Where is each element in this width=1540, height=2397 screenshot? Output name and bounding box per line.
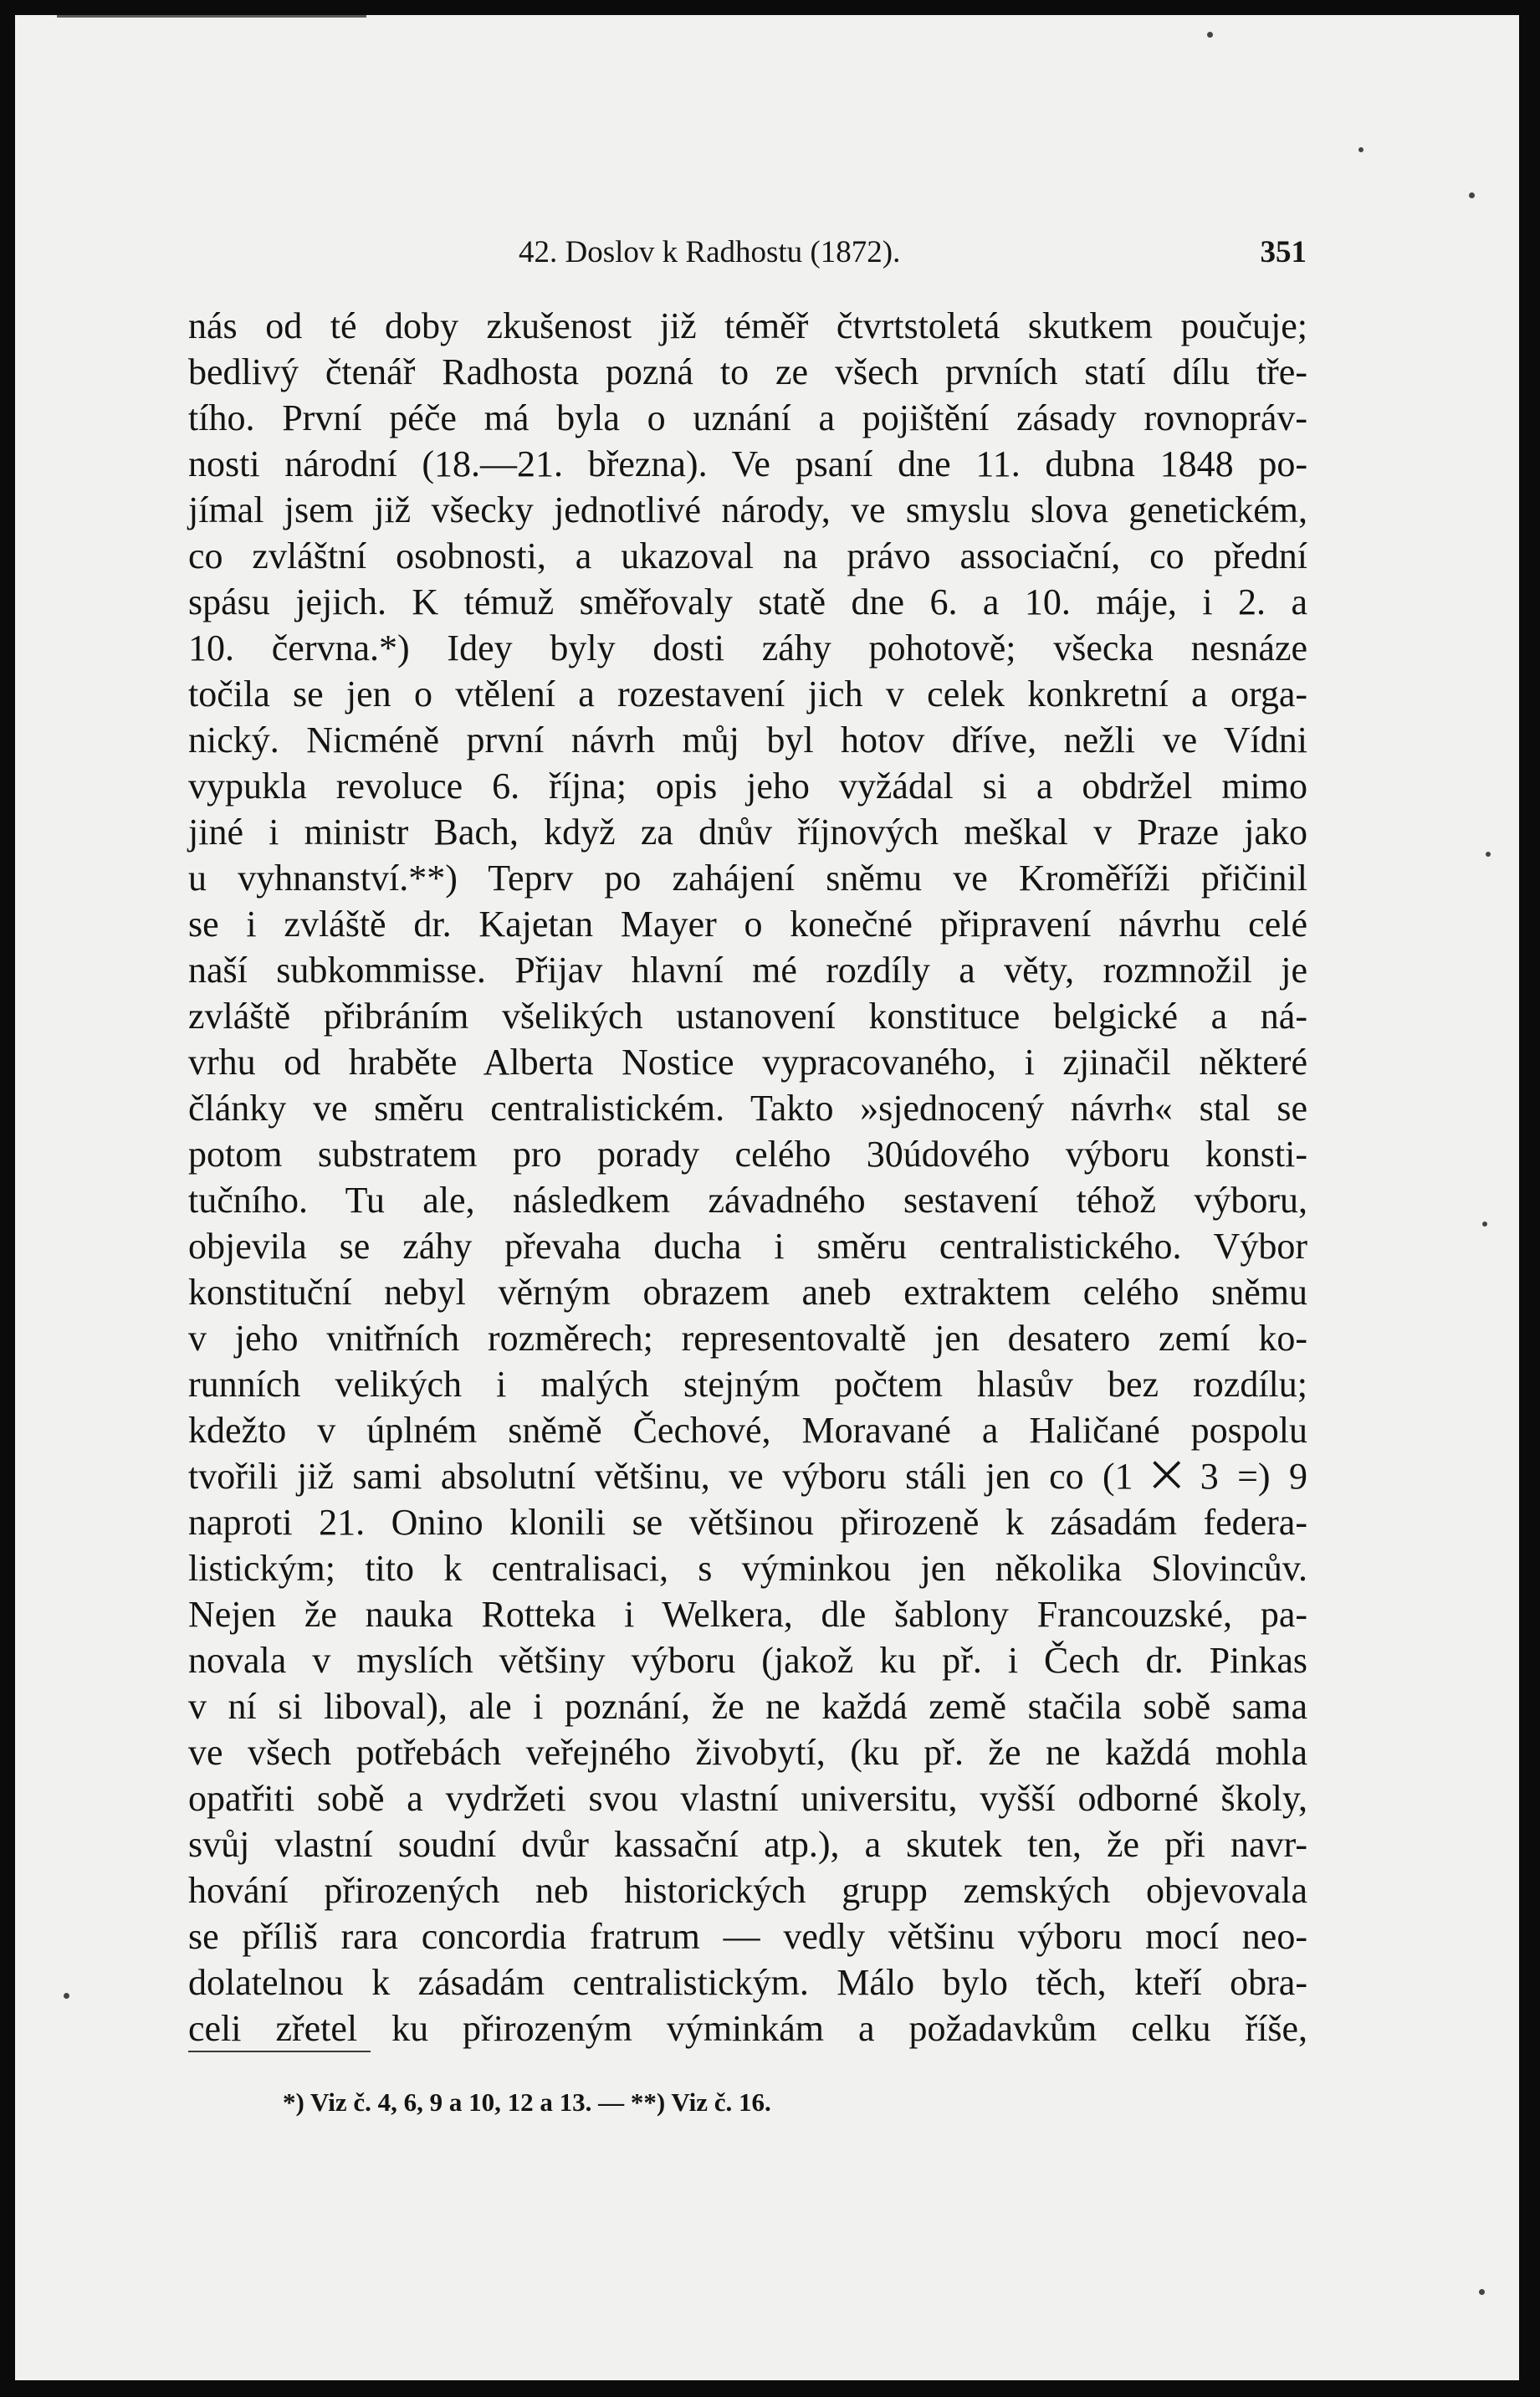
text-line: články ve směru centralistickém. Takto »sjednocený návrh« stal se [188,1088,1307,1129]
page-header [15,234,1519,271]
text-line: opatřiti sobě a vydržeti svou vlastní universitu, vyšší odborné školy, [188,1778,1307,1819]
footnote: *) Viz č. 4, 6, 9 a 10, 12 a 13. — **) Viz č. 16. [283,2087,771,2117]
scan-speck [1358,147,1363,152]
scan-speck [1482,1222,1487,1227]
text-line: ve všech potřebách veřejného živobytí, (ku př. že ne každá mohla [188,1732,1307,1773]
text-line: konstituční nebyl věrným obrazem aneb extraktem celého sněmu [188,1272,1307,1313]
text-line: co zvláštní osobnosti, a ukazoval na právo associační, co přední [188,535,1307,576]
text-line: točila se jen o vtělení a rozestavení jich v celek konkretní a orga- [188,674,1307,714]
text-line: potom substratem pro porady celého 30údového výboru konsti- [188,1134,1307,1175]
text-line: spásu jejich. K témuž směřovaly statě dne 6. a 10. máje, i 2. a [188,581,1307,622]
scanned-page [15,15,1519,2380]
text-line: jímal jsem již všecky jednotlivé národy, ve smyslu slova genetickém, [188,489,1307,530]
scan-speck [1469,192,1475,198]
text-line: nosti národní (18.—21. března). Ve psaní dne 11. dubna 1848 po- [188,443,1307,484]
text-line: nás od té doby zkušenost již téměř čtvrtstoletá skutkem poučuje; [188,305,1307,346]
text-line: hování přirozených neb historických grupp zemských objevovala [188,1870,1307,1911]
scan-speck [64,1993,69,1999]
text-line: dolatelnou k zásadám centralistickým. Málo bylo těch, kteří obra- [188,1962,1307,2003]
running-title: 42. Doslov k Radhostu (1872). [519,235,901,269]
text-line: 10. června.*) Idey byly dosti záhy pohotově; všecka nesnáze [188,627,1307,668]
top-edge-rule [57,15,366,18]
text-line: vrhu od hraběte Alberta Nostice vypracovaného, i zjinačil některé [188,1042,1307,1083]
text-line: objevila se záhy převaha ducha i směru centralistického. Výbor [188,1226,1307,1267]
text-line: Nejen že nauka Rotteka i Welkera, dle šablony Francouzské, pa- [188,1594,1307,1635]
text-line: u vyhnanství.**) Teprv po zahájení sněmu ve Kroměříži přičinil [188,858,1307,899]
text-line: naproti 21. Onino klonili se většinou přirozeně k zásadám federa- [188,1502,1307,1543]
body-text [188,303,1307,2051]
footnote-rule [188,2051,371,2052]
text-line: svůj vlastní soudní dvůr kassační atp.), a skutek ten, že při navr- [188,1824,1307,1865]
text-line: zvláště přibráním všelikých ustanovení konstituce belgické a ná- [188,996,1307,1037]
text-line: jiné i ministr Bach, když za dnův říjnových meškal v Praze jako [188,812,1307,853]
text-line: listickým; tito k centralisaci, s výminkou jen několika Slovincův. [188,1548,1307,1589]
text-line: naší subkommisse. Přijav hlavní mé rozdíly a věty, rozmnožil je [188,950,1307,991]
text-line: tího. První péče má byla o uznání a pojištění zásady rovnopráv- [188,397,1307,438]
text-line: tučního. Tu ale, následkem závadného sestavení téhož výboru, [188,1180,1307,1221]
scan-speck [1486,852,1491,857]
text-line: novala v myslích většiny výboru (jakož ku př. i Čech dr. Pinkas [188,1640,1307,1681]
text-line: runních velikých i malých stejným počtem hlasův bez rozdílu; [188,1364,1307,1405]
text-line: v ní si liboval), ale i poznání, že ne každá země stačila sobě sama [188,1686,1307,1727]
page-number: 351 [1260,235,1307,269]
text-line: nický. Nicméně první návrh můj byl hotov dříve, nežli ve Vídni [188,720,1307,761]
scan-speck [1207,32,1213,38]
text-line: v jeho vnitřních rozměrech; representovaltě jen desatero zemí ko- [188,1318,1307,1359]
text-line: se příliš rara concordia fratrum — vedly většinu výboru mocí neo- [188,1916,1307,1957]
text-line: celi zřetel ku přirozeným výminkám a požadavkům celku říše, [188,2008,1307,2049]
text-line: vypukla revoluce 6. října; opis jeho vyžádal si a obdržel mimo [188,766,1307,807]
text-line: se i zvláště dr. Kajetan Mayer o konečné připravení návrhu celé [188,904,1307,945]
scan-speck [1479,2289,1485,2295]
text-line: tvořili již sami absolutní většinu, ve výboru stáli jen co (1 ⨉ 3 =) 9 [188,1456,1307,1497]
text-line: bedlivý čtenář Radhosta pozná to ze všech prvních statí dílu tře- [188,351,1307,392]
text-line: kdežto v úplném sněmě Čechové, Moravané a Haličané pospolu [188,1410,1307,1451]
